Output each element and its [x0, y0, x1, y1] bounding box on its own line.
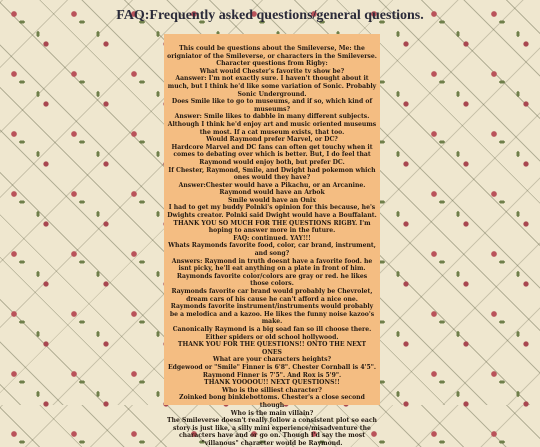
post-line: What are your characters heights? — [212, 356, 332, 364]
post-line: THANK YOOOOU!! NEXT QUESTIONS!! — [204, 379, 340, 387]
post-line: Does Smile like to go to museums, and if so, which kind of museums? — [171, 98, 373, 113]
faq-post-panel — [164, 34, 380, 447]
post-line: Who is the main villain? — [230, 409, 314, 417]
post-line: What would Chester's favorite tv show be? — [199, 67, 345, 75]
post-line: This could be questions about the Smileverse, Me: the origniator of the Smileverse, or characters in the Smileverse. — [167, 45, 377, 60]
post-line: Answer: Smile likes to dabble in many different subjects. Although I think he'd enjoy art and music oriented museums the most. If a cat museum exists, that too. — [167, 113, 377, 136]
post-line: Raymonds favorite car brand would probably be Chevrolet, dream cars of his cause he can't afford a nice one. — [171, 288, 373, 303]
post-line: Aanswer: I'm not exactly sure. I haven't thought about it much, but I think he'd like some variation of Sonic. Probably Sonic Underground. — [167, 75, 377, 98]
post-line: Answer:Chester would have a Pikachu, or an Arcanine. — [178, 181, 366, 189]
post-line: Edgewood or "Smile" Finner is 6'8". Chester Cornball is 4'5". — [167, 363, 376, 371]
post-line: Canonically Raymond is a big soad fan so ill choose there. Either spiders or old school hollywood. — [172, 325, 372, 341]
post-line: Raymonds favorite instrument/instruments would probably be a melodica and a kazoo. He likes the funny noise kazoo's make. — [169, 303, 375, 326]
post-line: If Chester, Raymond, Smile, and Dwight had pokemon which ones would they have? — [168, 166, 376, 182]
post-line: Who is the silliest character? — [222, 386, 322, 394]
post-line: Raymonds favorite color/colors are gray or red. he likes those colors. — [176, 272, 368, 288]
post-line: THANK YOU FOR THE QUESTIONS!! ONTO THE NEXT ONES — [177, 341, 367, 356]
post-line: Would Raymond prefer Marvel, or DC? — [206, 136, 338, 144]
post-line: Zoinked bong binklebottoms. Chester's a close second though — [179, 394, 365, 409]
post-line: FAQ: continued. YAY!!! — [233, 234, 311, 242]
post-line: Hardcore Marvel and DC fans can often get touchy when it comes to debating over which is better. But, I do feel that Raymond would enjoy both, but prefer DC. — [171, 143, 373, 166]
page-title: FAQ:Frequently asked questions/general questions. — [116, 8, 424, 23]
post-line: Character questions from Rigby: — [216, 60, 328, 68]
post-line: Smile would have an Onix — [227, 196, 317, 204]
post-line: Whats Raymonds favorite food, color, car brand, instrument, and song? — [168, 242, 376, 258]
post-line: Raymond would have an Arbok — [219, 189, 325, 197]
post-line: I had to get my buddy Polnki's opinion for this because, he's Dwights creator. Polnki said Dwight would have a Bouffalant. — [167, 204, 377, 220]
post-line: Answers: Raymond in truth doesnt have a favorite food. he isnt picky, he'll eat anything on a plate in front of him. — [171, 257, 373, 273]
post-line: The Smileverse doesn't really follow a consistent plot so each story is just like, a silly mini experience/misadventure the characters have and or go on. Though I'd say the most "villanous" character would be Raymond. — [167, 417, 377, 447]
post-line: THANK YOU SO MUCH FOR THE QUESTIONS RIGBY. I'm hoping to answer more in the future. — [173, 219, 371, 235]
post-line: Raymond Finner is 7'5". And Rox is 5'9". — [202, 371, 342, 379]
